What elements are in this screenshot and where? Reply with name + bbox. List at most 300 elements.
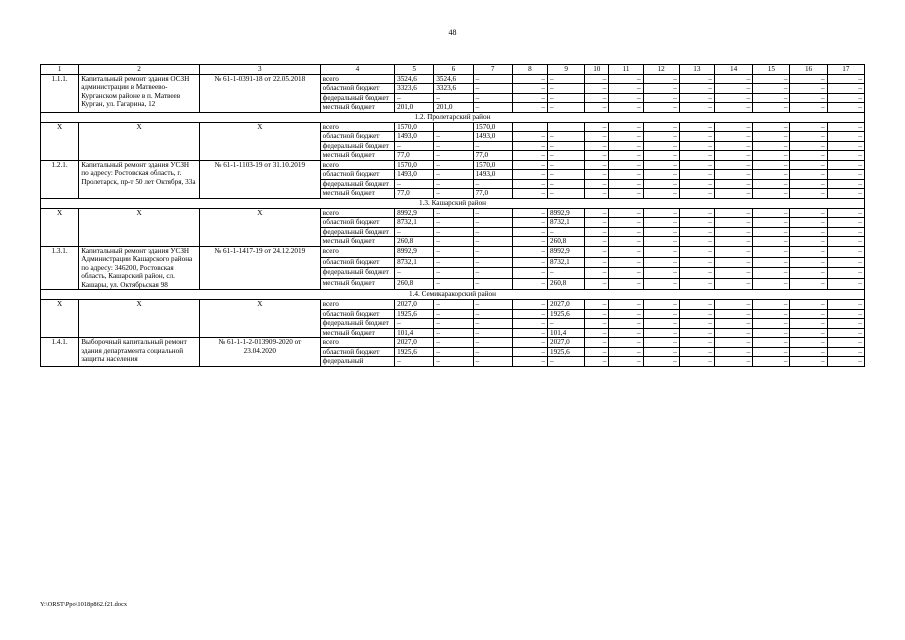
column-number: 11 [609,65,643,75]
amount-cell: – [434,208,473,217]
empty-amount-cell: – [714,338,752,347]
amount-cell: 8732,1 [395,257,434,268]
amount-cell: – [473,103,512,112]
empty-amount-cell: – [643,300,679,309]
empty-amount-cell: – [790,160,827,169]
empty-amount-cell: – [790,347,827,356]
empty-amount-cell: – [790,227,827,236]
amount-cell: – [512,268,547,279]
empty-amount-cell: – [609,189,643,198]
amount-cell: – [434,170,473,179]
empty-amount-cell: – [753,328,790,337]
amount-cell: – [512,227,547,236]
amount-cell: 8992,9 [548,208,585,217]
funding-source-label: федеральный бюджет [320,179,394,188]
empty-amount-cell: – [753,268,790,279]
empty-amount-cell: – [585,309,609,318]
amount-cell: – [473,246,512,257]
empty-amount-cell: – [790,151,827,160]
amount-cell: – [548,132,585,141]
empty-amount-cell: – [827,103,864,112]
amount-cell: – [434,257,473,268]
budget-table [40,64,865,367]
amount-cell: 260,8 [548,279,585,290]
amount-cell: – [473,208,512,217]
funding-source-label: местный бюджет [320,237,394,246]
empty-amount-cell: – [714,218,752,227]
funding-source-label: всего [320,300,394,309]
empty-amount-cell: – [609,170,643,179]
empty-amount-cell: – [714,279,752,290]
empty-amount-cell: – [714,170,752,179]
empty-amount-cell: – [679,227,714,236]
empty-amount-cell: – [585,151,609,160]
empty-amount-cell: – [827,84,864,93]
empty-amount-cell: – [714,257,752,268]
amount-cell: – [548,268,585,279]
empty-amount-cell: – [827,75,864,84]
empty-amount-cell: – [585,122,609,131]
empty-amount-cell: – [790,179,827,188]
amount-cell: – [473,84,512,93]
column-number: 4 [320,65,394,75]
empty-amount-cell: – [827,309,864,318]
empty-amount-cell: – [643,237,679,246]
empty-amount-cell: – [679,170,714,179]
amount-cell: 1493,0 [473,132,512,141]
funding-source-label: всего [320,338,394,347]
amount-cell: 8992,9 [548,246,585,257]
empty-amount-cell: – [753,103,790,112]
empty-amount-cell: – [753,279,790,290]
empty-amount-cell: – [753,257,790,268]
empty-amount-cell: – [643,122,679,131]
amount-cell: – [473,309,512,318]
funding-source-label: федеральный бюджет [320,268,394,279]
empty-amount-cell: – [679,141,714,150]
amount-cell: – [434,347,473,356]
amount-cell: 8732,1 [395,218,434,227]
amount-cell: – [548,141,585,150]
column-number: 7 [473,65,512,75]
empty-amount-cell: – [827,141,864,150]
empty-amount-cell: – [679,189,714,198]
empty-amount-cell: – [585,347,609,356]
empty-amount-cell: – [753,218,790,227]
empty-amount-cell: – [609,208,643,217]
empty-amount-cell: – [714,122,752,131]
section-heading-row [41,290,865,300]
empty-amount-cell: – [790,257,827,268]
funding-source-label: всего [320,208,394,217]
empty-amount-cell: – [790,328,827,337]
empty-amount-cell: – [790,93,827,102]
item-number: X [41,300,79,338]
item-number: 1.3.1. [41,246,79,289]
amount-cell: – [434,132,473,141]
amount-cell: – [473,218,512,227]
amount-cell: – [548,151,585,160]
empty-amount-cell: – [714,227,752,236]
empty-amount-cell: – [790,279,827,290]
funding-source-label: всего [320,122,394,131]
empty-amount-cell: – [585,237,609,246]
empty-amount-cell: – [679,208,714,217]
empty-amount-cell: – [753,75,790,84]
amount-cell: – [473,328,512,337]
amount-cell: – [512,84,547,93]
empty-amount-cell: – [585,279,609,290]
empty-amount-cell: – [827,122,864,131]
empty-amount-cell: – [827,357,864,366]
funding-source-label: федеральный бюджет [320,93,394,102]
funding-source-label: всего [320,246,394,257]
empty-amount-cell: – [585,189,609,198]
amount-cell: – [395,268,434,279]
empty-amount-cell: – [643,151,679,160]
section-heading-row [41,198,865,208]
column-number: 5 [395,65,434,75]
empty-amount-cell: – [679,84,714,93]
document-reference: № 61-1-1-2-013909-2020 от 23.04.2020 [199,338,320,366]
empty-amount-cell: – [827,246,864,257]
amount-cell: – [473,257,512,268]
item-name: Выборочный капитальный ремонт здания департамента социальной защиты населения [79,338,200,366]
empty-amount-cell: – [714,300,752,309]
funding-source-label: местный бюджет [320,328,394,337]
empty-amount-cell: – [827,279,864,290]
amount-cell: 77,0 [473,189,512,198]
empty-amount-cell: – [585,300,609,309]
amount-cell: – [434,279,473,290]
column-number: 2 [79,65,200,75]
empty-amount-cell: – [643,208,679,217]
empty-amount-cell: – [827,237,864,246]
empty-amount-cell: – [790,218,827,227]
empty-amount-cell: – [714,179,752,188]
empty-amount-cell: – [585,84,609,93]
document-reference: № 61-1-1417-19 от 24.12.2019 [199,246,320,289]
amount-cell: 260,8 [395,279,434,290]
empty-amount-cell: – [643,218,679,227]
amount-cell: – [548,227,585,236]
empty-amount-cell: – [643,319,679,328]
amount-cell: – [473,179,512,188]
amount-cell: – [434,179,473,188]
column-number: 14 [714,65,752,75]
empty-amount-cell: – [753,319,790,328]
amount-cell: – [512,328,547,337]
amount-cell: 1570,0 [473,160,512,169]
empty-amount-cell: – [753,208,790,217]
amount-cell: 8732,1 [548,218,585,227]
empty-amount-cell: – [753,309,790,318]
amount-cell: – [434,319,473,328]
empty-amount-cell: – [585,141,609,150]
empty-amount-cell: – [643,160,679,169]
empty-amount-cell: – [643,75,679,84]
empty-amount-cell: – [679,347,714,356]
empty-amount-cell: – [827,268,864,279]
empty-amount-cell: – [827,227,864,236]
amount-cell: – [548,319,585,328]
amount-cell: – [434,227,473,236]
amount-cell: – [395,319,434,328]
empty-amount-cell: – [609,237,643,246]
item-name: X [79,300,200,338]
amount-cell: – [512,257,547,268]
empty-amount-cell: – [827,257,864,268]
amount-cell: 1493,0 [395,170,434,179]
empty-amount-cell: – [609,179,643,188]
amount-cell: 1925,6 [548,309,585,318]
empty-amount-cell: – [643,347,679,356]
empty-amount-cell: – [790,84,827,93]
document-reference: № 61-1-1103-19 от 31.10.2019 [199,160,320,198]
empty-amount-cell: – [714,189,752,198]
amount-cell: – [434,237,473,246]
amount-cell: – [512,300,547,309]
amount-cell: – [512,218,547,227]
amount-cell: – [434,357,473,366]
document-reference: X [199,122,320,160]
table-row [41,338,865,347]
empty-amount-cell: – [753,84,790,93]
amount-cell: – [434,151,473,160]
table-row [41,160,865,169]
empty-amount-cell: – [790,141,827,150]
amount-cell [512,122,547,131]
empty-amount-cell: – [585,338,609,347]
amount-cell: – [473,338,512,347]
amount-cell: – [512,279,547,290]
empty-amount-cell: – [585,257,609,268]
amount-cell: – [512,75,547,84]
empty-amount-cell: – [679,75,714,84]
amount-cell: 1493,0 [395,132,434,141]
amount-cell: – [434,160,473,169]
empty-amount-cell: – [790,268,827,279]
amount-cell: – [548,170,585,179]
amount-cell: – [473,357,512,366]
item-number: X [41,208,79,246]
empty-amount-cell: – [714,160,752,169]
empty-amount-cell: – [643,246,679,257]
amount-cell: 201,0 [395,103,434,112]
empty-amount-cell: – [827,179,864,188]
empty-amount-cell: – [790,132,827,141]
funding-source-label: областной бюджет [320,257,394,268]
empty-amount-cell: – [753,357,790,366]
empty-amount-cell: – [609,75,643,84]
empty-amount-cell: – [753,227,790,236]
amount-cell: – [512,151,547,160]
amount-cell: 2027,0 [548,300,585,309]
amount-cell: – [434,338,473,347]
empty-amount-cell: – [753,237,790,246]
column-number: 3 [199,65,320,75]
empty-amount-cell: – [643,189,679,198]
empty-amount-cell: – [609,246,643,257]
funding-source-label: местный бюджет [320,151,394,160]
document-reference: № 61-1-0391-18 от 22.05.2018 [199,75,320,113]
empty-amount-cell: – [790,103,827,112]
amount-cell: 1570,0 [395,122,434,131]
table-row [41,75,865,84]
empty-amount-cell: – [753,122,790,131]
empty-amount-cell: – [827,151,864,160]
empty-amount-cell: – [790,338,827,347]
empty-amount-cell: – [609,132,643,141]
empty-amount-cell: – [585,208,609,217]
empty-amount-cell: – [679,151,714,160]
amount-cell: – [548,84,585,93]
empty-amount-cell: – [679,279,714,290]
amount-cell: – [548,357,585,366]
amount-cell: 260,8 [548,237,585,246]
amount-cell: – [512,170,547,179]
empty-amount-cell: – [643,141,679,150]
empty-amount-cell: – [609,279,643,290]
empty-amount-cell: – [827,300,864,309]
empty-amount-cell: – [679,246,714,257]
amount-cell: 101,4 [548,328,585,337]
empty-amount-cell: – [790,309,827,318]
empty-amount-cell: – [714,132,752,141]
document-reference: X [199,208,320,246]
amount-cell: – [512,208,547,217]
empty-amount-cell: – [609,300,643,309]
amount-cell: 2027,0 [395,338,434,347]
empty-amount-cell: – [714,347,752,356]
amount-cell: – [434,300,473,309]
funding-source-label: областной бюджет [320,347,394,356]
empty-amount-cell: – [679,268,714,279]
amount-cell: – [473,93,512,102]
amount-cell: – [473,75,512,84]
empty-amount-cell: – [714,208,752,217]
amount-cell: – [548,103,585,112]
empty-amount-cell: – [790,75,827,84]
empty-amount-cell: – [609,319,643,328]
column-number: 9 [548,65,585,75]
empty-amount-cell: – [827,160,864,169]
item-name: X [79,208,200,246]
funding-source-label: федеральный [320,357,394,366]
empty-amount-cell: – [679,103,714,112]
empty-amount-cell: – [714,103,752,112]
amount-cell: – [434,141,473,150]
empty-amount-cell: – [609,227,643,236]
page-number: 48 [448,28,457,37]
empty-amount-cell: – [827,208,864,217]
empty-amount-cell: – [679,122,714,131]
empty-amount-cell: – [790,300,827,309]
column-number: 8 [512,65,547,75]
amount-cell: – [512,338,547,347]
funding-source-label: местный бюджет [320,279,394,290]
item-name: Капитальный ремонт здания ОСЗН администрации в Матвеево-Курганском районе в п. Матвеев Курган, ул. Гагарина, 12 [79,75,200,113]
empty-amount-cell: – [714,141,752,150]
funding-source-label: областной бюджет [320,132,394,141]
column-number: 10 [585,65,609,75]
amount-cell: – [395,357,434,366]
amount-cell: – [512,319,547,328]
amount-cell: – [434,218,473,227]
empty-amount-cell: – [790,170,827,179]
file-path-footer: Y:\ORST\Ppo\1018p862.f21.docx [40,601,128,608]
empty-amount-cell: – [585,227,609,236]
column-number: 17 [827,65,864,75]
amount-cell: 1570,0 [395,160,434,169]
amount-cell: 2027,0 [548,338,585,347]
empty-amount-cell: – [585,103,609,112]
amount-cell: – [512,357,547,366]
empty-amount-cell: – [679,319,714,328]
empty-amount-cell: – [679,93,714,102]
empty-amount-cell: – [714,328,752,337]
section-title: 1.3. Кашарский район [41,198,865,208]
empty-amount-cell: – [585,170,609,179]
amount-cell: – [473,268,512,279]
amount-cell: 1925,6 [548,347,585,356]
item-name: Капитальный ремонт здания УСЗН Администрации Кашарского района по адресу: 346200, Ростовская область, Кашарский район, сл. Кашары, ул. Октябрьская 98 [79,246,200,289]
empty-amount-cell: – [585,319,609,328]
empty-amount-cell: – [827,328,864,337]
amount-cell: 3524,6 [395,75,434,84]
item-number: 1.4.1. [41,338,79,366]
empty-amount-cell: – [643,84,679,93]
empty-amount-cell: – [790,319,827,328]
amount-cell: – [512,179,547,188]
empty-amount-cell: – [643,309,679,318]
amount-cell: – [512,309,547,318]
amount-cell: – [512,347,547,356]
empty-amount-cell: – [643,103,679,112]
amount-cell: – [473,227,512,236]
empty-amount-cell: – [753,170,790,179]
empty-amount-cell: – [643,170,679,179]
column-number: 13 [679,65,714,75]
empty-amount-cell: – [609,151,643,160]
empty-amount-cell: – [827,319,864,328]
empty-amount-cell: – [643,279,679,290]
amount-cell: 3524,6 [434,75,473,84]
empty-amount-cell: – [609,347,643,356]
item-number: 1.2.1. [41,160,79,198]
empty-amount-cell: – [585,179,609,188]
empty-amount-cell: – [753,132,790,141]
empty-amount-cell: – [714,75,752,84]
empty-amount-cell: – [714,151,752,160]
amount-cell: 1925,6 [395,347,434,356]
empty-amount-cell: – [643,179,679,188]
empty-amount-cell: – [643,357,679,366]
amount-cell: – [512,237,547,246]
amount-cell: – [473,237,512,246]
amount-cell: 77,0 [395,151,434,160]
empty-amount-cell: – [753,246,790,257]
funding-source-label: местный бюджет [320,189,394,198]
empty-amount-cell: – [679,357,714,366]
empty-amount-cell: – [827,347,864,356]
empty-amount-cell: – [679,328,714,337]
empty-amount-cell: – [643,93,679,102]
funding-source-label: федеральный бюджет [320,141,394,150]
empty-amount-cell: – [790,208,827,217]
amount-cell: – [473,319,512,328]
empty-amount-cell: – [714,357,752,366]
